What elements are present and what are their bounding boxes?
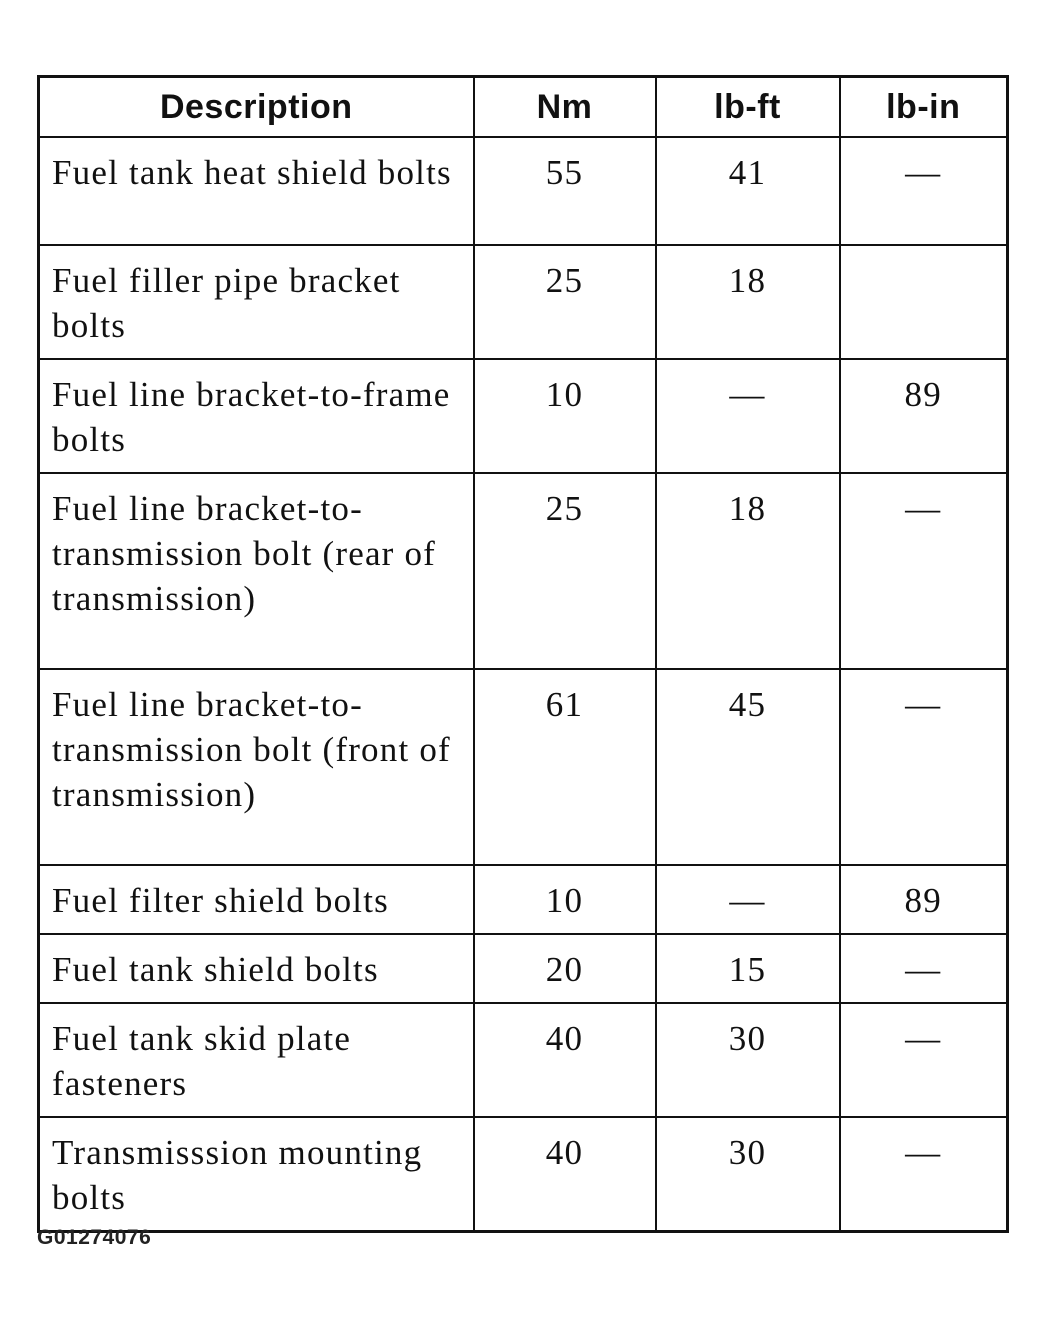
figure-id: G01274076 <box>37 1226 152 1249</box>
cell-description: Transmisssion mounting bolts <box>39 1117 474 1232</box>
cell-nm: 55 <box>474 137 656 245</box>
table-row <box>39 1003 1008 1117</box>
cell-lb-ft: — <box>656 359 840 473</box>
table-row <box>39 865 1008 934</box>
cell-nm: 20 <box>474 934 656 1003</box>
cell-lb-in: 89 <box>840 359 1008 473</box>
cell-lb-ft: — <box>656 865 840 934</box>
table-row <box>39 669 1008 865</box>
cell-lb-ft: 30 <box>656 1117 840 1232</box>
torque-spec-table <box>37 75 1009 1233</box>
table-row <box>39 137 1008 245</box>
cell-lb-ft: 45 <box>656 669 840 865</box>
cell-nm: 25 <box>474 245 656 359</box>
cell-nm: 10 <box>474 865 656 934</box>
table-row <box>39 473 1008 669</box>
cell-nm: 61 <box>474 669 656 865</box>
cell-lb-ft: 18 <box>656 245 840 359</box>
cell-lb-in <box>840 245 1008 359</box>
cell-nm: 25 <box>474 473 656 669</box>
cell-nm: 40 <box>474 1117 656 1232</box>
cell-lb-in: — <box>840 137 1008 245</box>
header-lb-ft: lb-ft <box>656 77 840 138</box>
table-row <box>39 245 1008 359</box>
header-row <box>39 77 1008 138</box>
cell-description: Fuel tank skid plate fasteners <box>39 1003 474 1117</box>
cell-description: Fuel filter shield bolts <box>39 865 474 934</box>
cell-nm: 10 <box>474 359 656 473</box>
cell-lb-ft: 41 <box>656 137 840 245</box>
cell-description: Fuel tank shield bolts <box>39 934 474 1003</box>
cell-lb-ft: 18 <box>656 473 840 669</box>
cell-lb-in: 89 <box>840 865 1008 934</box>
table-row <box>39 1117 1008 1232</box>
cell-lb-ft: 30 <box>656 1003 840 1117</box>
cell-lb-in: — <box>840 934 1008 1003</box>
table-row <box>39 934 1008 1003</box>
cell-description: Fuel line bracket-to-transmission bolt (front of transmission) <box>39 669 474 865</box>
cell-lb-in: — <box>840 669 1008 865</box>
header-nm: Nm <box>474 77 656 138</box>
cell-description: Fuel filler pipe bracket bolts <box>39 245 474 359</box>
cell-lb-in: — <box>840 473 1008 669</box>
cell-lb-in: — <box>840 1117 1008 1232</box>
table-row <box>39 359 1008 473</box>
cell-description: Fuel line bracket-to-transmission bolt (rear of transmission) <box>39 473 474 669</box>
header-lb-in: lb-in <box>840 77 1008 138</box>
cell-nm: 40 <box>474 1003 656 1117</box>
cell-description: Fuel line bracket-to-frame bolts <box>39 359 474 473</box>
cell-lb-in: — <box>840 1003 1008 1117</box>
cell-description: Fuel tank heat shield bolts <box>39 137 474 245</box>
header-description: Description <box>39 77 474 138</box>
cell-lb-ft: 15 <box>656 934 840 1003</box>
